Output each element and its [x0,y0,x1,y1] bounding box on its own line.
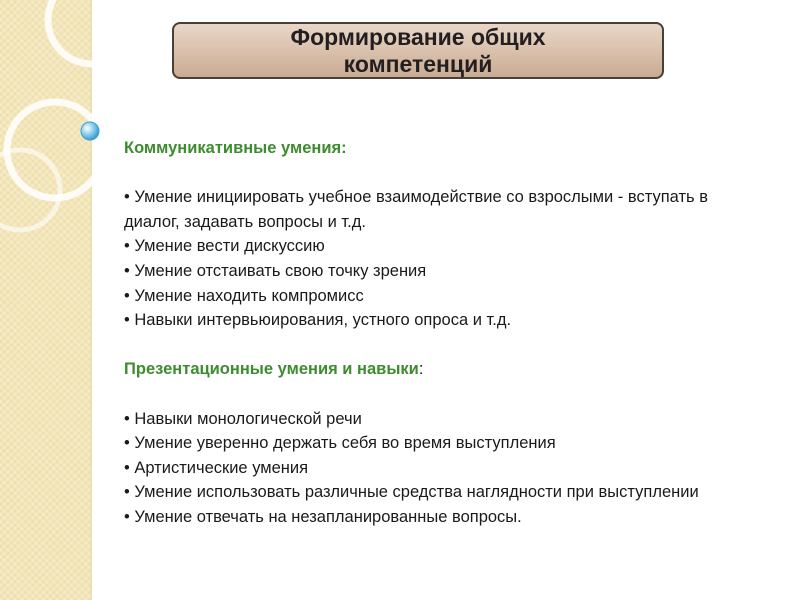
list-item: • Умение использовать различные средства наглядности при выступлении [124,483,699,502]
list-item: • Умение находить компромисс [124,286,364,305]
list-item: • Умение отстаивать свою точку зрения [124,261,427,280]
list-item: • Навыки интервьюирования, устного опроса и т.д. [124,311,512,330]
list-item: • Умение отвечать на незапланированные вопросы. [124,507,522,526]
page-title: Формирование общих компетенций [290,23,546,77]
section-presentation [124,357,744,529]
list-item: • Умение уверенно держать себя во время выступления [124,434,556,453]
list-item: • Навыки монологической речи [124,409,362,428]
section-heading: Коммуникативные умения: [124,139,347,157]
bubble-icon [81,122,99,140]
section-heading: Презентационные умения и навыки: [124,360,424,379]
title-box [172,22,664,79]
list-item: • Умение инициировать учебное взаимодействие со взрослыми - вступать в диалог, задавать вопросы и т.д. [124,188,708,231]
section-communicative [124,136,744,333]
content-body [124,136,744,530]
list-item: • Умение вести дискуссию [124,237,325,256]
list-item: • Артистические умения [124,458,309,477]
ring-top [48,0,136,64]
